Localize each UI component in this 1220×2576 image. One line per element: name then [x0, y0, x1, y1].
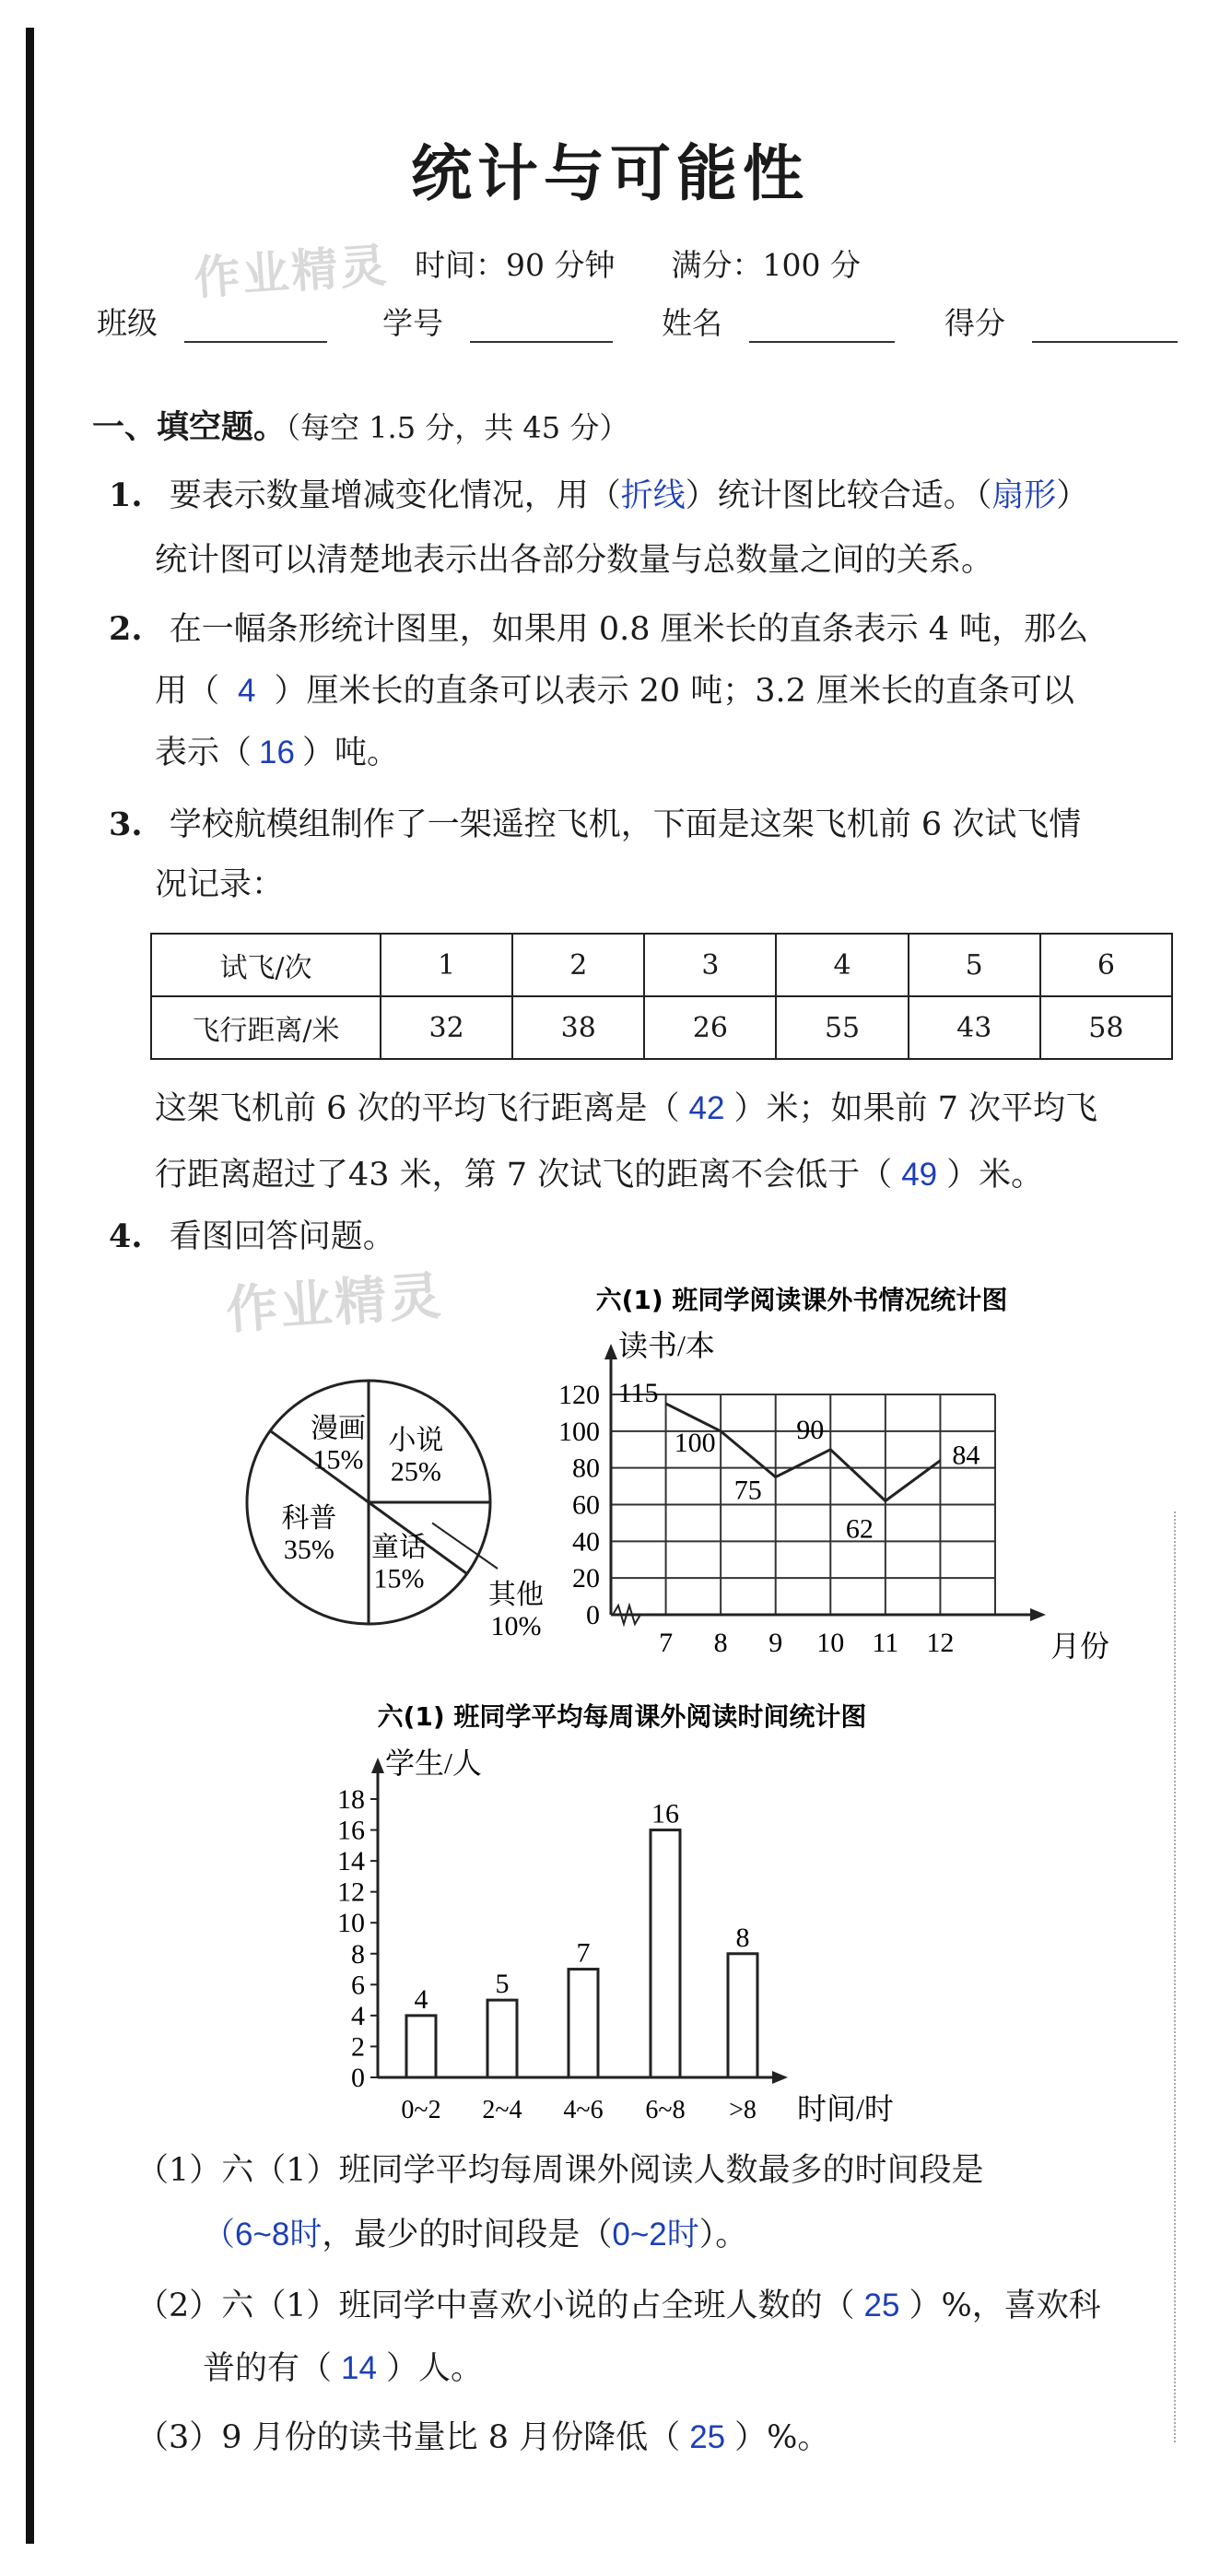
bar-data-label: 5	[495, 1969, 510, 2000]
q1-number: 1.	[109, 476, 143, 514]
bar-x-tick: 4~6	[563, 2096, 604, 2124]
q2-text-3b: ）吨。	[301, 735, 399, 771]
line-y-arrow	[604, 1344, 617, 1359]
q1-text-c: ）	[1056, 477, 1089, 514]
pie-slice-label: 科普	[281, 1502, 337, 1534]
watermark: 作业精灵	[192, 238, 392, 306]
line-y-tick: 40	[572, 1526, 600, 1558]
bar-y-tick: 16	[337, 1815, 365, 1846]
q4-sub2-line1	[136, 2288, 1101, 2324]
line-x-tick: 8	[713, 1628, 728, 1658]
cut-line	[1174, 1511, 1176, 2442]
line-data-label: 100	[674, 1427, 716, 1458]
line-y-tick: 60	[572, 1489, 600, 1521]
q1-text-a: 要表示数量增减变化情况，用（	[169, 477, 621, 514]
pie-slice-value: 15%	[312, 1444, 364, 1476]
bar-y-label: 学生/人	[385, 1747, 482, 1780]
q4-text-1: 看图回答问题。	[169, 1218, 395, 1255]
line-y-tick: 100	[558, 1416, 600, 1447]
bar-data-label: 7	[576, 1937, 591, 1969]
q4-sub3-line	[136, 2419, 829, 2456]
pie-chart	[247, 1381, 544, 1641]
q3-text-3a: 这架飞机前 6 次的平均飞行距离是（	[155, 1090, 680, 1127]
q4-sub1-answer-2: 0~2时	[612, 2217, 699, 2253]
q4-sub2-text-d: ）人。	[385, 2350, 483, 2387]
pie-slice-label: 小说	[388, 1425, 444, 1456]
bar-y-tick: 12	[337, 1876, 365, 1908]
table-header-distance: 飞行距离/米	[151, 996, 381, 1059]
line-y-label: 读书/本	[618, 1329, 715, 1362]
bar-y-tick: 0	[351, 2063, 365, 2093]
q4-number: 4.	[109, 1217, 143, 1255]
q4-sub1-line2	[203, 2217, 747, 2253]
line-x-label: 月份	[1050, 1629, 1110, 1663]
bar-y-tick: 10	[337, 1908, 365, 1939]
q4-sub3-text-b: ）%。	[734, 2419, 830, 2456]
table-cell: 43	[909, 996, 1040, 1059]
q4-sub2-text-c: 普的有（	[203, 2350, 333, 2387]
pie-slice-value: 15%	[373, 1563, 425, 1594]
q4-sub1-line1: （1）六（1）班同学平均每周课外阅读人数最多的时间段是	[136, 2152, 984, 2189]
bar-x-tick: >8	[729, 2096, 757, 2124]
name-label: 姓名	[662, 305, 722, 341]
line-y-tick: 0	[586, 1600, 600, 1630]
table-cell: 6	[1040, 934, 1172, 996]
bar	[406, 2016, 436, 2077]
pie-slice-value: 10%	[490, 1611, 542, 1641]
bar-y-tick: 8	[351, 1938, 365, 1970]
score-label: 得分	[944, 305, 1005, 341]
q2-answer-1: 4	[238, 673, 256, 709]
line-x-tick: 10	[816, 1628, 845, 1658]
table-cell: 26	[644, 996, 776, 1059]
line-x-tick: 9	[768, 1628, 783, 1658]
pie-slice-value: 35%	[283, 1534, 334, 1565]
pie-line-chart-title: 六(1) 班同学阅读课外书情况统计图	[595, 1285, 1008, 1315]
q4-sub2-text-a: （2）六（1）班同学中喜欢小说的占全班人数的（	[136, 2288, 855, 2324]
q1-answer-1: 折线	[620, 477, 686, 513]
q3-text-4a: 行距离超过了43 米，第 7 次试飞的距离不会低于（	[155, 1157, 893, 1194]
class-label: 班级	[97, 305, 158, 341]
line-y-tick: 80	[572, 1453, 600, 1484]
bar-y-tick: 18	[337, 1784, 365, 1815]
q4-sub1-text-b: ，最少的时间段是（	[322, 2217, 613, 2253]
bar	[569, 1970, 598, 2077]
bar-data-label: 8	[735, 1922, 750, 1953]
line-data-label: 90	[796, 1414, 825, 1445]
line-x-tick: 12	[926, 1628, 955, 1658]
section-title: 一、填空题。	[92, 409, 287, 446]
pie-slice-value: 25%	[390, 1456, 441, 1488]
table-cell: 1	[381, 934, 512, 996]
q3-text-1: 学校航模组制作了一架遥控飞机，下面是这架飞机前 6 次试飞情	[169, 806, 1082, 843]
line-data-label: 62	[845, 1513, 874, 1545]
bar-x-label: 时间/时	[797, 2092, 894, 2125]
bar-y-tick: 2	[351, 2031, 365, 2063]
q4-sub2-line2	[203, 2350, 483, 2387]
line-y-tick: 20	[572, 1563, 600, 1594]
exam-time: 时间：90 分钟	[415, 247, 616, 283]
bar-chart-title: 六(1) 班同学平均每周课外阅读时间统计图	[377, 1701, 867, 1732]
bar-x-tick: 6~8	[645, 2096, 686, 2124]
line-data-label: 75	[733, 1475, 762, 1506]
table-cell: 32	[381, 996, 512, 1059]
q2-number: 2.	[109, 610, 143, 648]
pie-slice-label: 漫画	[311, 1413, 367, 1444]
table-cell: 58	[1040, 996, 1172, 1059]
table-cell: 2	[512, 934, 644, 996]
line-x-tick: 11	[872, 1628, 899, 1658]
q1-line2: 统计图可以清楚地表示出各部分数量与总数量之间的关系。	[155, 542, 994, 579]
q4-sub2-text-b: ）%，喜欢科	[909, 2288, 1101, 2324]
table-cell: 5	[909, 934, 1040, 996]
bar-x-arrow	[772, 2071, 788, 2084]
q2-text-3a: 表示（	[155, 735, 252, 771]
table-cell: 38	[512, 996, 644, 1059]
table-cell: 3	[644, 934, 776, 996]
line-data-label: 115	[617, 1377, 659, 1408]
q2-text-1: 在一幅条形统计图里，如果用 0.8 厘米长的直条表示 4 吨，那么	[169, 611, 1089, 648]
id-label: 学号	[382, 305, 443, 341]
line-x-tick: 7	[659, 1628, 674, 1658]
pie-slice-label: 其他	[488, 1580, 544, 1610]
table-cell: 4	[776, 934, 908, 996]
q3-number: 3.	[109, 806, 143, 843]
page-title: 统计与可能性	[411, 138, 809, 209]
q3-text-4b: ）米。	[946, 1157, 1044, 1194]
q1-answer-2: 扇形	[991, 477, 1057, 513]
bar	[487, 2000, 517, 2077]
bar-y-tick: 6	[351, 1970, 365, 2001]
bar-y-tick: 4	[351, 2000, 365, 2031]
bar-x-tick: 0~2	[401, 2096, 441, 2124]
q1-text-b: ）统计图比较合适。（	[685, 477, 992, 514]
bar-data-label: 16	[651, 1798, 679, 1829]
q4-sub2-answer-1: 25	[863, 2288, 900, 2323]
table-header-trials: 试飞/次	[151, 934, 381, 996]
q3-answer-1: 42	[688, 1090, 725, 1126]
bar-data-label: 4	[414, 1983, 428, 2015]
bar	[728, 1954, 757, 2077]
q3-line2: 况记录：	[155, 866, 285, 903]
q4-sub2-answer-2: 14	[341, 2350, 377, 2386]
line-data-label: 84	[952, 1440, 980, 1471]
pie-slice-label: 童话	[370, 1532, 427, 1563]
q4-sub1-answer-1: （6~8时	[203, 2217, 323, 2253]
bar-x-tick: 2~4	[482, 2096, 522, 2124]
q4-sub3-text-a: （3）9 月份的读书量比 8 月份降低（	[136, 2419, 681, 2456]
bar-y-arrow	[371, 1758, 384, 1773]
q4-sub1-text-c: ）。	[698, 2217, 748, 2253]
q3-text-3b: ）米；如果前 7 次平均飞	[733, 1090, 1097, 1127]
section-note: （每空 1.5 分，共 45 分）	[286, 410, 629, 445]
q2-text-2b: ）厘米长的直条可以表示 20 吨；3.2 厘米长的直条可以	[274, 673, 1075, 710]
exam-full-score: 满分：100 分	[671, 247, 861, 283]
bar-y-tick: 14	[337, 1846, 365, 1877]
line-x-arrow	[1030, 1608, 1046, 1621]
q2-answer-2: 16	[259, 735, 295, 770]
watermark-2: 作业精灵	[224, 1265, 446, 1342]
q4-sub3-answer: 25	[689, 2419, 726, 2455]
q2-text-2a: 用（	[155, 673, 220, 710]
bar-chart	[337, 1747, 894, 2125]
line-chart	[558, 1329, 1109, 1663]
bar	[651, 1830, 680, 2077]
q3-answer-2: 49	[901, 1157, 938, 1193]
table-cell: 55	[776, 996, 908, 1059]
line-y-tick: 120	[558, 1380, 600, 1410]
